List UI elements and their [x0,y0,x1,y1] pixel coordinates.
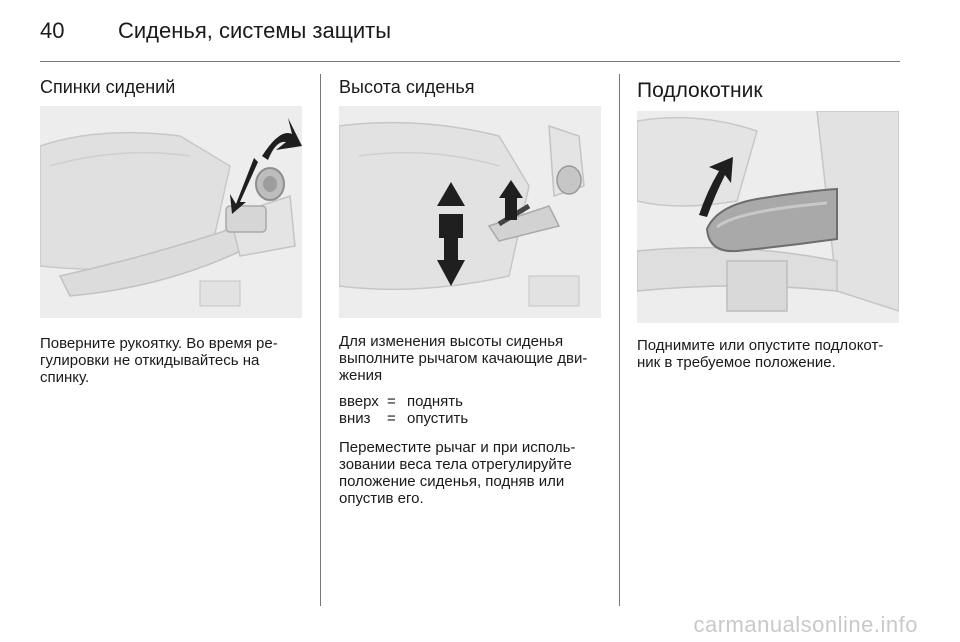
armrest-instructions [637,337,883,371]
text-line: зовании веса тела отрегулируйте [339,456,572,473]
section-title: Высота сиденья [339,77,475,97]
seat-height-illustration [339,106,601,318]
watermark: carmanualsonline.info [693,612,918,637]
armrest-illustration [637,111,899,323]
definition-row [339,410,468,427]
text-line: выполните рычагом качающие дви- [339,350,588,367]
text-line: ник в требуемое положение. [637,354,836,371]
definition-term: вверх [339,393,379,410]
column-divider-2 [619,74,620,606]
section-title: Подлокотник [637,79,763,102]
definition-separator: = [387,410,396,427]
backrest-instructions [40,335,278,386]
text-line: жения [339,367,383,384]
text-line: Поднимите или опустите подлокот- [637,337,884,354]
text-line: положение сиденья, подняв или [339,473,565,490]
header-divider [40,61,900,62]
definition-row [339,393,468,410]
text-line: Поверните рукоятку. Во время ре- [40,335,278,352]
section-title: Спинки сидений [40,77,176,97]
definition-term: вниз [339,410,371,427]
text-line: опустив его. [339,490,424,507]
text-line: спинку. [40,369,90,386]
seat-height-outro [339,439,575,507]
text-line: Переместите рычаг и при исполь- [339,439,576,456]
seat-height-definitions [339,393,468,427]
column-divider-1 [320,74,321,606]
page-title: Сиденья, системы защиты [118,18,392,43]
seat-height-intro [339,333,587,384]
backrest-illustration [40,106,302,318]
text-line: Для изменения высоты сиденья [339,333,564,350]
definition-separator: = [387,393,396,410]
page-number: 40 [40,18,65,43]
text-line: гулировки не откидывайтесь на [40,352,260,369]
definition-value: поднять [407,393,463,410]
definition-value: опустить [407,410,469,427]
